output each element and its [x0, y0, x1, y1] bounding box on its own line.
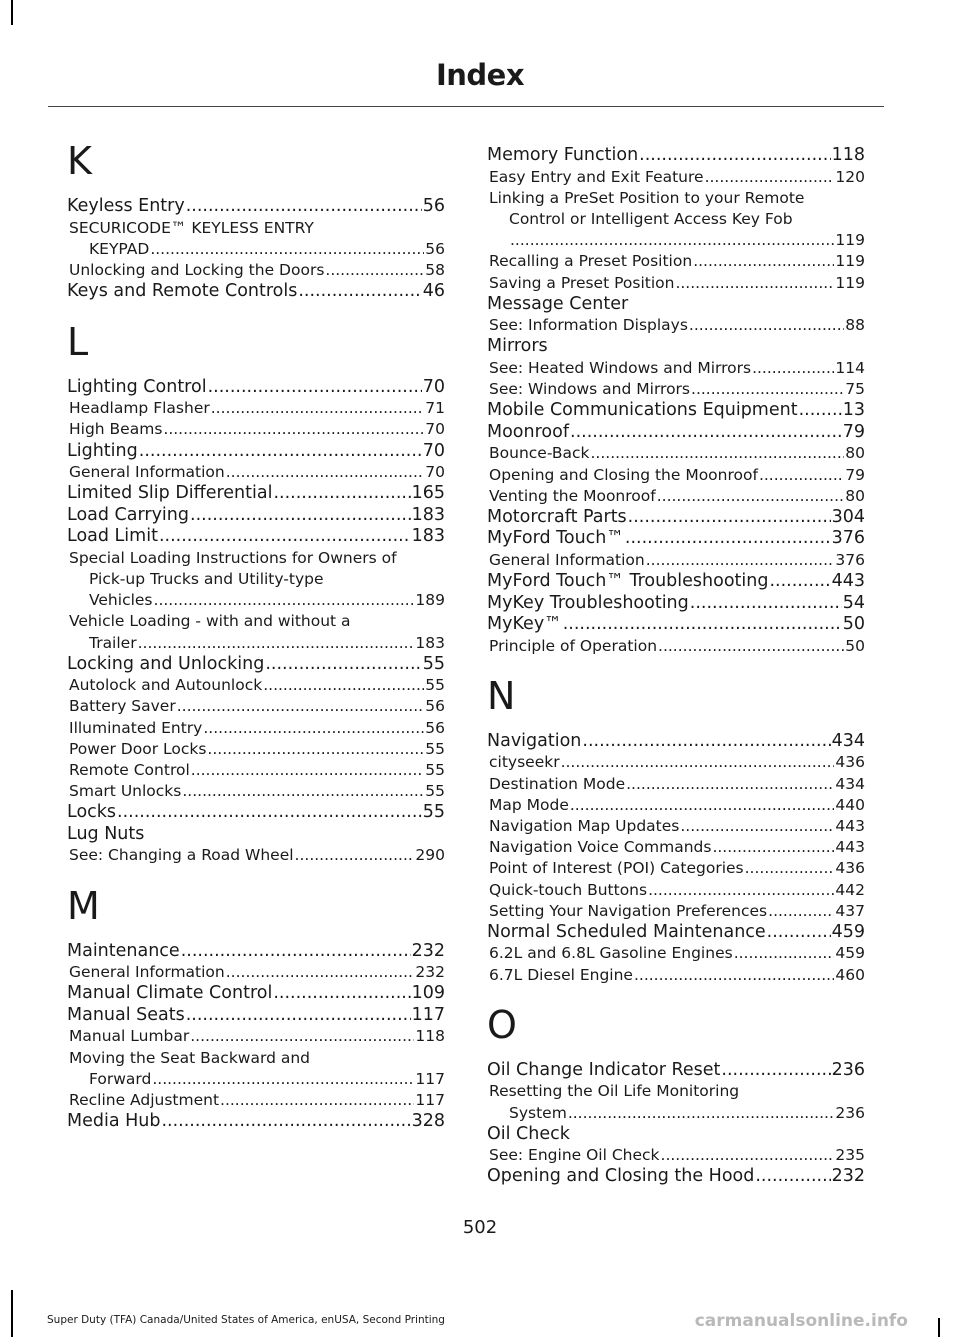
index-subentry — [487, 752, 865, 773]
entry-page: 436 — [835, 753, 865, 772]
dot-leader — [203, 718, 424, 739]
index-subentry — [67, 739, 445, 760]
index-entry — [487, 614, 865, 636]
dot-leader — [705, 167, 835, 188]
dot-leader — [639, 145, 830, 167]
dot-leader — [226, 962, 415, 983]
dot-leader — [182, 781, 424, 802]
dot-leader — [734, 943, 835, 964]
entry-page: 376 — [835, 550, 865, 569]
index-subentry — [67, 845, 445, 866]
index-entry — [487, 593, 865, 615]
dot-leader — [591, 443, 845, 464]
entry-page: 58 — [425, 260, 445, 279]
entry-page: 436 — [835, 859, 865, 878]
index-entry — [487, 528, 865, 550]
index-subentry — [487, 486, 865, 507]
entry-text: MyKey Troubleshooting — [487, 592, 689, 613]
entry-page: 434 — [835, 774, 865, 793]
entry-text: Load Limit — [67, 526, 158, 547]
dot-leader — [295, 845, 415, 866]
entry-page: 79 — [842, 421, 865, 442]
dot-leader — [154, 590, 415, 611]
crop-mark-bottom-right — [938, 1318, 940, 1337]
entry-text: 6.7L Diesel Engine — [489, 965, 633, 984]
index-subentry — [487, 943, 865, 964]
entry-text: Lighting — [67, 440, 138, 461]
dot-leader — [325, 260, 424, 281]
dot-leader — [186, 196, 422, 218]
dot-leader — [191, 760, 425, 781]
index-subentry — [487, 837, 865, 858]
index-subentry — [487, 858, 865, 879]
entry-text: Destination Mode — [489, 774, 626, 793]
entry-page: 118 — [415, 1027, 445, 1046]
index-entry — [67, 377, 445, 399]
dot-leader — [755, 1166, 830, 1188]
dot-leader — [138, 633, 415, 654]
entry-text: SECURICODE™ KEYLESS ENTRY — [69, 218, 314, 237]
dot-leader — [207, 739, 424, 760]
dot-leader — [298, 281, 421, 303]
entry-page: 459 — [831, 921, 865, 942]
dot-leader — [510, 230, 834, 251]
dot-leader — [139, 441, 422, 463]
index-subentry — [487, 315, 865, 336]
entry-page: 183 — [411, 504, 445, 525]
index-subentry — [67, 962, 445, 983]
dot-leader — [163, 419, 424, 440]
entry-text: Forward — [89, 1069, 152, 1088]
entry-page: 70 — [422, 376, 445, 397]
entry-page: 79 — [845, 465, 865, 484]
entry-text: Load Carrying — [67, 504, 189, 525]
entry-text: Locks — [67, 802, 117, 823]
entry-page: 119 — [835, 252, 865, 271]
entry-text: Recalling a Preset Position — [489, 252, 693, 271]
dot-leader — [658, 636, 844, 657]
dot-leader — [693, 251, 834, 272]
entry-page: 460 — [835, 965, 865, 984]
dot-leader — [680, 816, 834, 837]
entry-text: Limited Slip Differential — [67, 483, 273, 504]
dot-leader — [721, 1060, 830, 1082]
page-number: 502 — [462, 1217, 498, 1238]
entry-page: 183 — [411, 526, 445, 547]
section-letter: M — [67, 883, 100, 928]
dot-leader — [177, 696, 425, 717]
dot-leader — [769, 571, 830, 593]
entry-page: 443 — [835, 838, 865, 857]
dot-leader — [648, 880, 834, 901]
entry-text: Remote Control — [69, 761, 190, 780]
index-entry — [67, 654, 445, 676]
entry-text: See: Windows and Mirrors — [489, 380, 691, 399]
entry-page: 290 — [415, 846, 445, 865]
entry-page: 119 — [835, 231, 865, 250]
entry-text: MyFord Touch™ — [487, 528, 624, 549]
entry-text: Keyless Entry — [67, 196, 185, 216]
entry-text: Motorcraft Parts — [487, 506, 627, 527]
entry-page: 117 — [415, 1090, 445, 1109]
entry-text: Map Mode — [489, 795, 569, 814]
watermark: carmanualsonline.info — [694, 1311, 908, 1331]
entry-page: 55 — [422, 653, 445, 674]
entry-text: See: Changing a Road Wheel — [69, 846, 294, 865]
index-subentry — [487, 1081, 865, 1123]
entry-page: 80 — [845, 486, 865, 505]
index-entry — [67, 196, 445, 218]
entry-page: 437 — [835, 901, 865, 920]
entry-page: 75 — [845, 380, 865, 399]
index-entry — [487, 145, 865, 167]
dot-leader — [675, 273, 834, 294]
index-subentry — [487, 273, 865, 294]
entry-page: 71 — [425, 399, 445, 418]
entry-page: 165 — [411, 483, 445, 504]
edition-footer: Super Duty (TFA) Canada/United States of America, enUSA, Second Printing — [47, 1314, 445, 1326]
index-subentry — [67, 781, 445, 802]
entry-page: 54 — [842, 592, 865, 613]
entry-text: Media Hub — [67, 1111, 161, 1132]
entry-page: 56 — [425, 718, 445, 737]
dot-leader — [626, 774, 834, 795]
entry-page: 328 — [411, 1111, 445, 1132]
entry-page: 376 — [831, 528, 865, 549]
section-letter: K — [67, 139, 92, 183]
crop-mark-bottom-left — [11, 1290, 13, 1337]
dot-leader — [208, 377, 422, 399]
page-title: Index — [435, 58, 525, 92]
dot-leader — [661, 1145, 835, 1166]
index-subentry — [487, 636, 865, 657]
entry-page: 56 — [422, 196, 445, 216]
index-entry — [67, 802, 445, 824]
entry-text: Manual Climate Control — [67, 983, 273, 1004]
entry-text: Pick-up Trucks and Utility-type — [89, 569, 324, 588]
entry-text: Moonroof — [487, 421, 569, 442]
entry-page: 440 — [835, 795, 865, 814]
entry-page: 117 — [411, 1004, 445, 1025]
dot-leader — [150, 239, 424, 260]
dot-leader — [570, 422, 842, 444]
index-entry — [67, 505, 445, 527]
entry-page: 50 — [842, 614, 865, 635]
header-rule — [48, 106, 884, 107]
index-entry — [67, 483, 445, 505]
entry-page: 114 — [835, 358, 865, 377]
entry-text: Special Loading Instructions for Owners of — [69, 548, 397, 567]
dot-leader — [570, 795, 835, 816]
index-column-left — [67, 134, 445, 1133]
section-letter: O — [487, 1002, 517, 1047]
index-subentry — [487, 795, 865, 816]
entry-text: Manual Lumbar — [69, 1027, 190, 1046]
entry-page: 232 — [415, 963, 445, 982]
entry-page: 235 — [835, 1146, 865, 1165]
entry-text: Recline Adjustment — [69, 1090, 220, 1109]
index-subentry — [487, 774, 865, 795]
index-subentry — [487, 167, 865, 188]
entry-page: 88 — [845, 316, 865, 335]
dot-leader — [625, 528, 831, 550]
dot-leader — [768, 901, 834, 922]
dot-leader — [181, 941, 411, 963]
dot-leader — [689, 315, 844, 336]
dot-leader — [759, 465, 844, 486]
index-entry — [67, 824, 445, 846]
entry-page: 189 — [415, 591, 445, 610]
entry-text: General Information — [69, 963, 225, 982]
index-subentry — [487, 465, 865, 486]
index-subentry — [487, 880, 865, 901]
entry-page: 70 — [425, 420, 445, 439]
index-entry — [487, 1124, 865, 1146]
dot-leader — [628, 507, 831, 529]
dot-leader — [263, 675, 424, 696]
index-subentry — [487, 1145, 865, 1166]
entry-page: 80 — [845, 444, 865, 463]
entry-text: Unlocking and Locking the Doors — [69, 260, 325, 279]
index-subentry — [67, 1048, 445, 1090]
entry-text: Easy Entry and Exit Feature — [489, 167, 704, 186]
entry-text: MyFord Touch™ Troubleshooting — [487, 571, 769, 592]
entry-text: Keys and Remote Controls — [67, 281, 298, 302]
entry-page: 183 — [415, 633, 445, 652]
index-subentry — [67, 611, 445, 653]
entry-page: 232 — [831, 1166, 865, 1187]
dot-leader — [273, 983, 410, 1005]
entry-text: Vehicle Loading - with and without a — [69, 612, 351, 631]
entry-text: Quick-touch Buttons — [489, 880, 648, 899]
dot-leader — [767, 922, 831, 944]
dot-leader — [752, 358, 834, 379]
entry-page: 70 — [425, 463, 445, 482]
index-subentry — [487, 965, 865, 986]
entry-page: 459 — [835, 944, 865, 963]
entry-text: Illuminated Entry — [69, 718, 203, 737]
index-subentry — [487, 358, 865, 379]
entry-page: 236 — [831, 1059, 865, 1080]
index-entry — [67, 441, 445, 463]
entry-text: Mirrors — [487, 336, 548, 357]
index-subentry — [487, 443, 865, 464]
entry-page: 118 — [831, 145, 865, 165]
entry-text: Setting Your Navigation Preferences — [489, 901, 768, 920]
index-entry — [487, 571, 865, 593]
entry-text: Lighting Control — [67, 376, 207, 397]
dot-leader — [190, 1026, 414, 1047]
index-subentry — [67, 419, 445, 440]
dot-leader — [634, 965, 834, 986]
entry-page: 434 — [831, 730, 865, 751]
index-subentry — [487, 901, 865, 922]
entry-text: Message Center — [487, 293, 629, 314]
entry-page: 443 — [831, 571, 865, 592]
index-subentry — [67, 260, 445, 281]
entry-text: See: Heated Windows and Mirrors — [489, 358, 752, 377]
dot-leader — [568, 1103, 835, 1124]
index-subentry — [67, 218, 445, 260]
entry-text: Linking a PreSet Position to your Remote — [489, 188, 805, 207]
index-entry — [487, 507, 865, 529]
crop-mark-top-left — [11, 0, 13, 25]
entry-text: General Information — [69, 463, 225, 482]
entry-page: 55 — [425, 761, 445, 780]
index-entry — [487, 400, 865, 422]
entry-text: Bounce-Back — [489, 444, 590, 463]
entry-page: 55 — [425, 676, 445, 695]
entry-text: Smart Unlocks — [69, 782, 182, 801]
index-entry — [487, 731, 865, 753]
dot-leader — [563, 614, 842, 636]
index-entry — [67, 1111, 445, 1133]
entry-text: Opening and Closing the Hood — [487, 1166, 755, 1187]
index-entry — [487, 422, 865, 444]
index-entry — [67, 526, 445, 548]
entry-page: 117 — [415, 1069, 445, 1088]
entry-page: 56 — [425, 697, 445, 716]
dot-leader — [273, 483, 410, 505]
index-subentry — [487, 816, 865, 837]
index-subentry — [67, 718, 445, 739]
entry-page: 442 — [835, 880, 865, 899]
index-subentry — [67, 696, 445, 717]
entry-page: 56 — [425, 239, 445, 258]
entry-page: 50 — [845, 636, 865, 655]
entry-text: Resetting the Oil Life Monitoring — [489, 1082, 740, 1101]
entry-text: Normal Scheduled Maintenance — [487, 921, 766, 942]
index-subentry — [67, 462, 445, 483]
dot-leader — [561, 752, 835, 773]
index-subentry — [487, 251, 865, 272]
index-entry — [487, 1166, 865, 1188]
index-entry — [487, 1060, 865, 1082]
entry-text: Mobile Communications Equipment — [487, 400, 798, 421]
index-entry — [487, 922, 865, 944]
entry-page: 304 — [831, 506, 865, 527]
dot-leader — [152, 1069, 414, 1090]
entry-text: Lug Nuts — [67, 823, 145, 844]
entry-text: Manual Seats — [67, 1004, 185, 1025]
entry-text: KEYPAD — [89, 239, 150, 258]
entry-text: System — [509, 1103, 567, 1122]
dot-leader — [745, 858, 835, 879]
entry-text: Point of Interest (POI) Categories — [489, 859, 744, 878]
entry-text: Oil Check — [487, 1123, 570, 1144]
index-subentry — [487, 188, 865, 252]
entry-text: Saving a Preset Position — [489, 273, 675, 292]
entry-page: 119 — [835, 273, 865, 292]
section-letter: L — [67, 319, 89, 364]
entry-page: 13 — [842, 400, 865, 421]
entry-page: 55 — [422, 802, 445, 823]
entry-text: Navigation — [487, 730, 582, 751]
entry-text: Principle of Operation — [489, 636, 658, 655]
entry-text: Venting the Moonroof — [489, 486, 656, 505]
entry-text: Moving the Seat Backward and — [69, 1048, 310, 1067]
dot-leader — [211, 398, 425, 419]
index-entry — [67, 281, 445, 303]
entry-text: Oil Change Indicator Reset — [487, 1059, 721, 1080]
entry-text: Battery Saver — [69, 697, 176, 716]
entry-page: 55 — [425, 739, 445, 758]
entry-page: 443 — [835, 816, 865, 835]
index-subentry — [487, 550, 865, 571]
dot-leader — [690, 593, 842, 615]
entry-text: Navigation Voice Commands — [489, 838, 712, 857]
entry-text: 6.2L and 6.8L Gasoline Engines — [489, 944, 733, 963]
entry-page: 70 — [422, 440, 445, 461]
entry-text: Opening and Closing the Moonroof — [489, 465, 758, 484]
dot-leader — [265, 654, 421, 676]
entry-text: Maintenance — [67, 940, 180, 961]
index-entry — [67, 1005, 445, 1027]
index-entry — [67, 941, 445, 963]
entry-page: 109 — [411, 983, 445, 1004]
index-entry — [67, 983, 445, 1005]
entry-text: High Beams — [69, 420, 163, 439]
index-subentry — [67, 398, 445, 419]
entry-text: MyKey™ — [487, 614, 562, 635]
entry-page: 55 — [425, 782, 445, 801]
index-subentry — [67, 1026, 445, 1047]
entry-text: Trailer — [89, 633, 137, 652]
entry-text: Headlamp Flasher — [69, 399, 210, 418]
section-letter: N — [487, 673, 516, 718]
dot-leader — [161, 1111, 410, 1133]
entry-page: 46 — [422, 281, 445, 302]
dot-leader — [186, 1005, 411, 1027]
index-entry — [487, 336, 865, 358]
dot-leader — [117, 802, 422, 824]
dot-leader — [691, 379, 844, 400]
entry-text: Autolock and Autounlock — [69, 676, 263, 695]
index-subentry — [67, 548, 445, 612]
entry-text: See: Information Displays — [489, 316, 688, 335]
dot-leader — [657, 486, 845, 507]
dot-leader — [799, 400, 842, 422]
index-entry — [487, 294, 865, 316]
dot-leader — [646, 550, 835, 571]
entry-text: See: Engine Oil Check — [489, 1146, 660, 1165]
entry-page: 120 — [835, 167, 865, 186]
dot-leader — [712, 837, 834, 858]
dot-leader — [159, 526, 411, 548]
entry-page: 232 — [411, 940, 445, 961]
dot-leader — [220, 1090, 414, 1111]
entry-text: Vehicles — [89, 591, 153, 610]
index-subentry — [67, 675, 445, 696]
entry-text: Navigation Map Updates — [489, 816, 680, 835]
index-subentry — [67, 760, 445, 781]
entry-text: Memory Function — [487, 145, 639, 165]
entry-text: Control or Intelligent Access Key Fob — [509, 209, 793, 228]
entry-page: 236 — [835, 1103, 865, 1122]
entry-text: General Information — [489, 550, 645, 569]
dot-leader — [582, 731, 830, 753]
dot-leader — [226, 462, 425, 483]
index-column-right — [487, 145, 865, 1188]
index-subentry — [487, 379, 865, 400]
entry-text: cityseekr — [489, 753, 560, 772]
entry-text: Locking and Unlocking — [67, 653, 265, 674]
entry-text: Power Door Locks — [69, 739, 207, 758]
dot-leader — [190, 505, 411, 527]
index-subentry — [67, 1090, 445, 1111]
